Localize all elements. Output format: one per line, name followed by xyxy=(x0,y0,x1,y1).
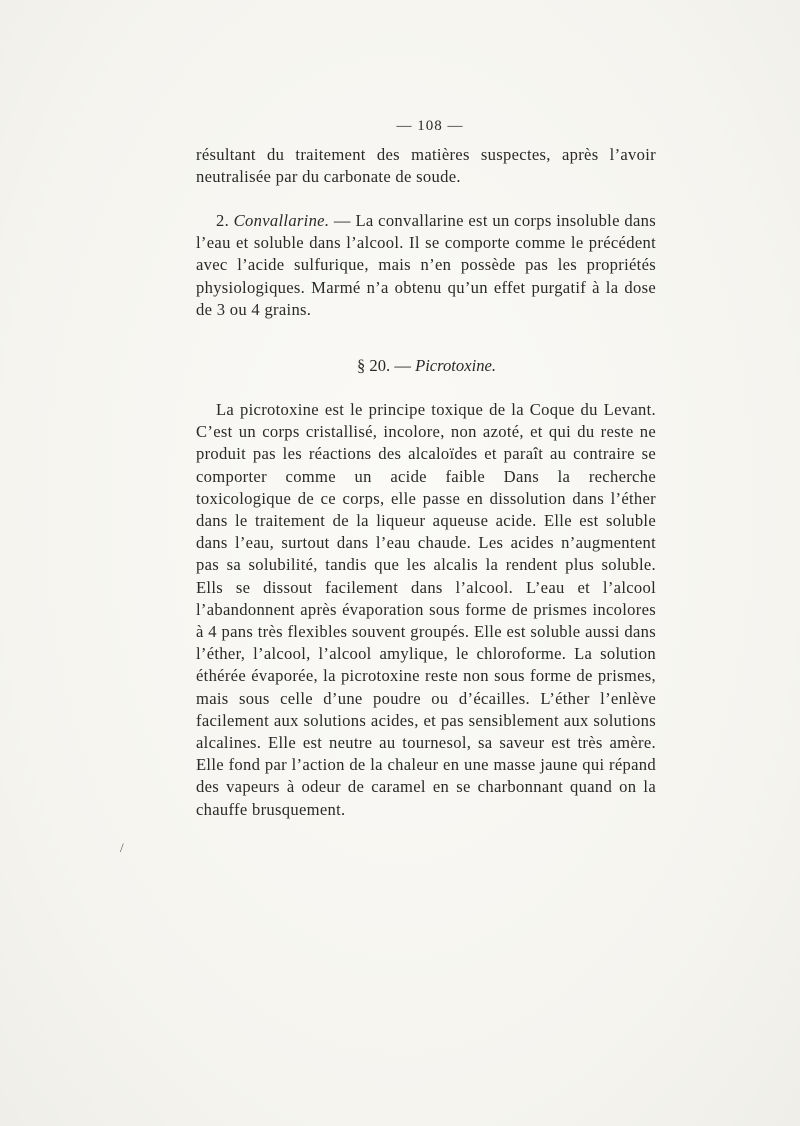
section-heading xyxy=(0,356,800,376)
section-symbol: § 20. xyxy=(356,356,391,375)
paragraph-continuation: résultant du traitement des matières suspectes, après l’avoir neutralisée par du carbonate de soude. xyxy=(196,145,656,187)
opening-paragraph xyxy=(196,144,656,188)
item-dash: — xyxy=(333,211,351,230)
paragraph-convallarine xyxy=(196,210,656,321)
margin-mark: / xyxy=(120,840,124,855)
item-title: Convallarine. xyxy=(233,211,330,230)
section-dash: — xyxy=(394,356,411,375)
item-text: La convallarine est un corps insoluble dans l’eau et soluble dans l’alcool. Il se comporte comme le précédent avec l’acide sulfurique, mais n’en possède pas les propriétés physiologiques. Marmé n’a obtenu qu’un effet purgatif à la dose de 3 ou 4 grains. xyxy=(196,211,656,319)
section-title: Picrotoxine. xyxy=(415,356,497,375)
item-number: 2. xyxy=(216,211,230,230)
page-number: — 108 — xyxy=(396,118,464,134)
picrotoxine-section-body xyxy=(196,399,656,821)
paragraph-picrotoxine: La picrotoxine est le principe toxique de la Coque du Levant. C’est un corps cristallisé, incolore, non azoté, et qui du reste ne produit pas les réactions des alcaloïdes et paraît au contraire se comporter comme un acide faible Dans la recherche toxicologique de ce corps, elle passe en dissolution dans l’éther dans le traitement de la liqueur aqueuse acide. Elle est soluble dans l’eau, surtout dans l’eau chaude. Les acides n’augmentent pas sa solubilité, tandis que les alcalis la rendent plus soluble. Ells se dissout facilement dans l’alcool. L’eau et l’alcool l’abandonnent après évaporation sous forme de prismes incolores à 4 pans très flexibles souvent groupés. Elle est soluble aussi dans l’éther, l’alcool, l’alcool amylique, le chloroforme. La solution éthérée évaporée, la picrotoxine reste non sous forme de prismes, mais sous celle d’une poudre ou d’écailles. L’éther l’enlève facilement aux solutions acides, et pas sensiblement aux solutions alcalines. Elle est neutre au tournesol, sa saveur est très amère. Elle fond par l’action de la chaleur en une masse jaune qui répand des vapeurs à odeur de caramel en se charbonnant quand on la chauffe brusquement. xyxy=(196,400,656,819)
convallarine-paragraph xyxy=(196,210,656,321)
